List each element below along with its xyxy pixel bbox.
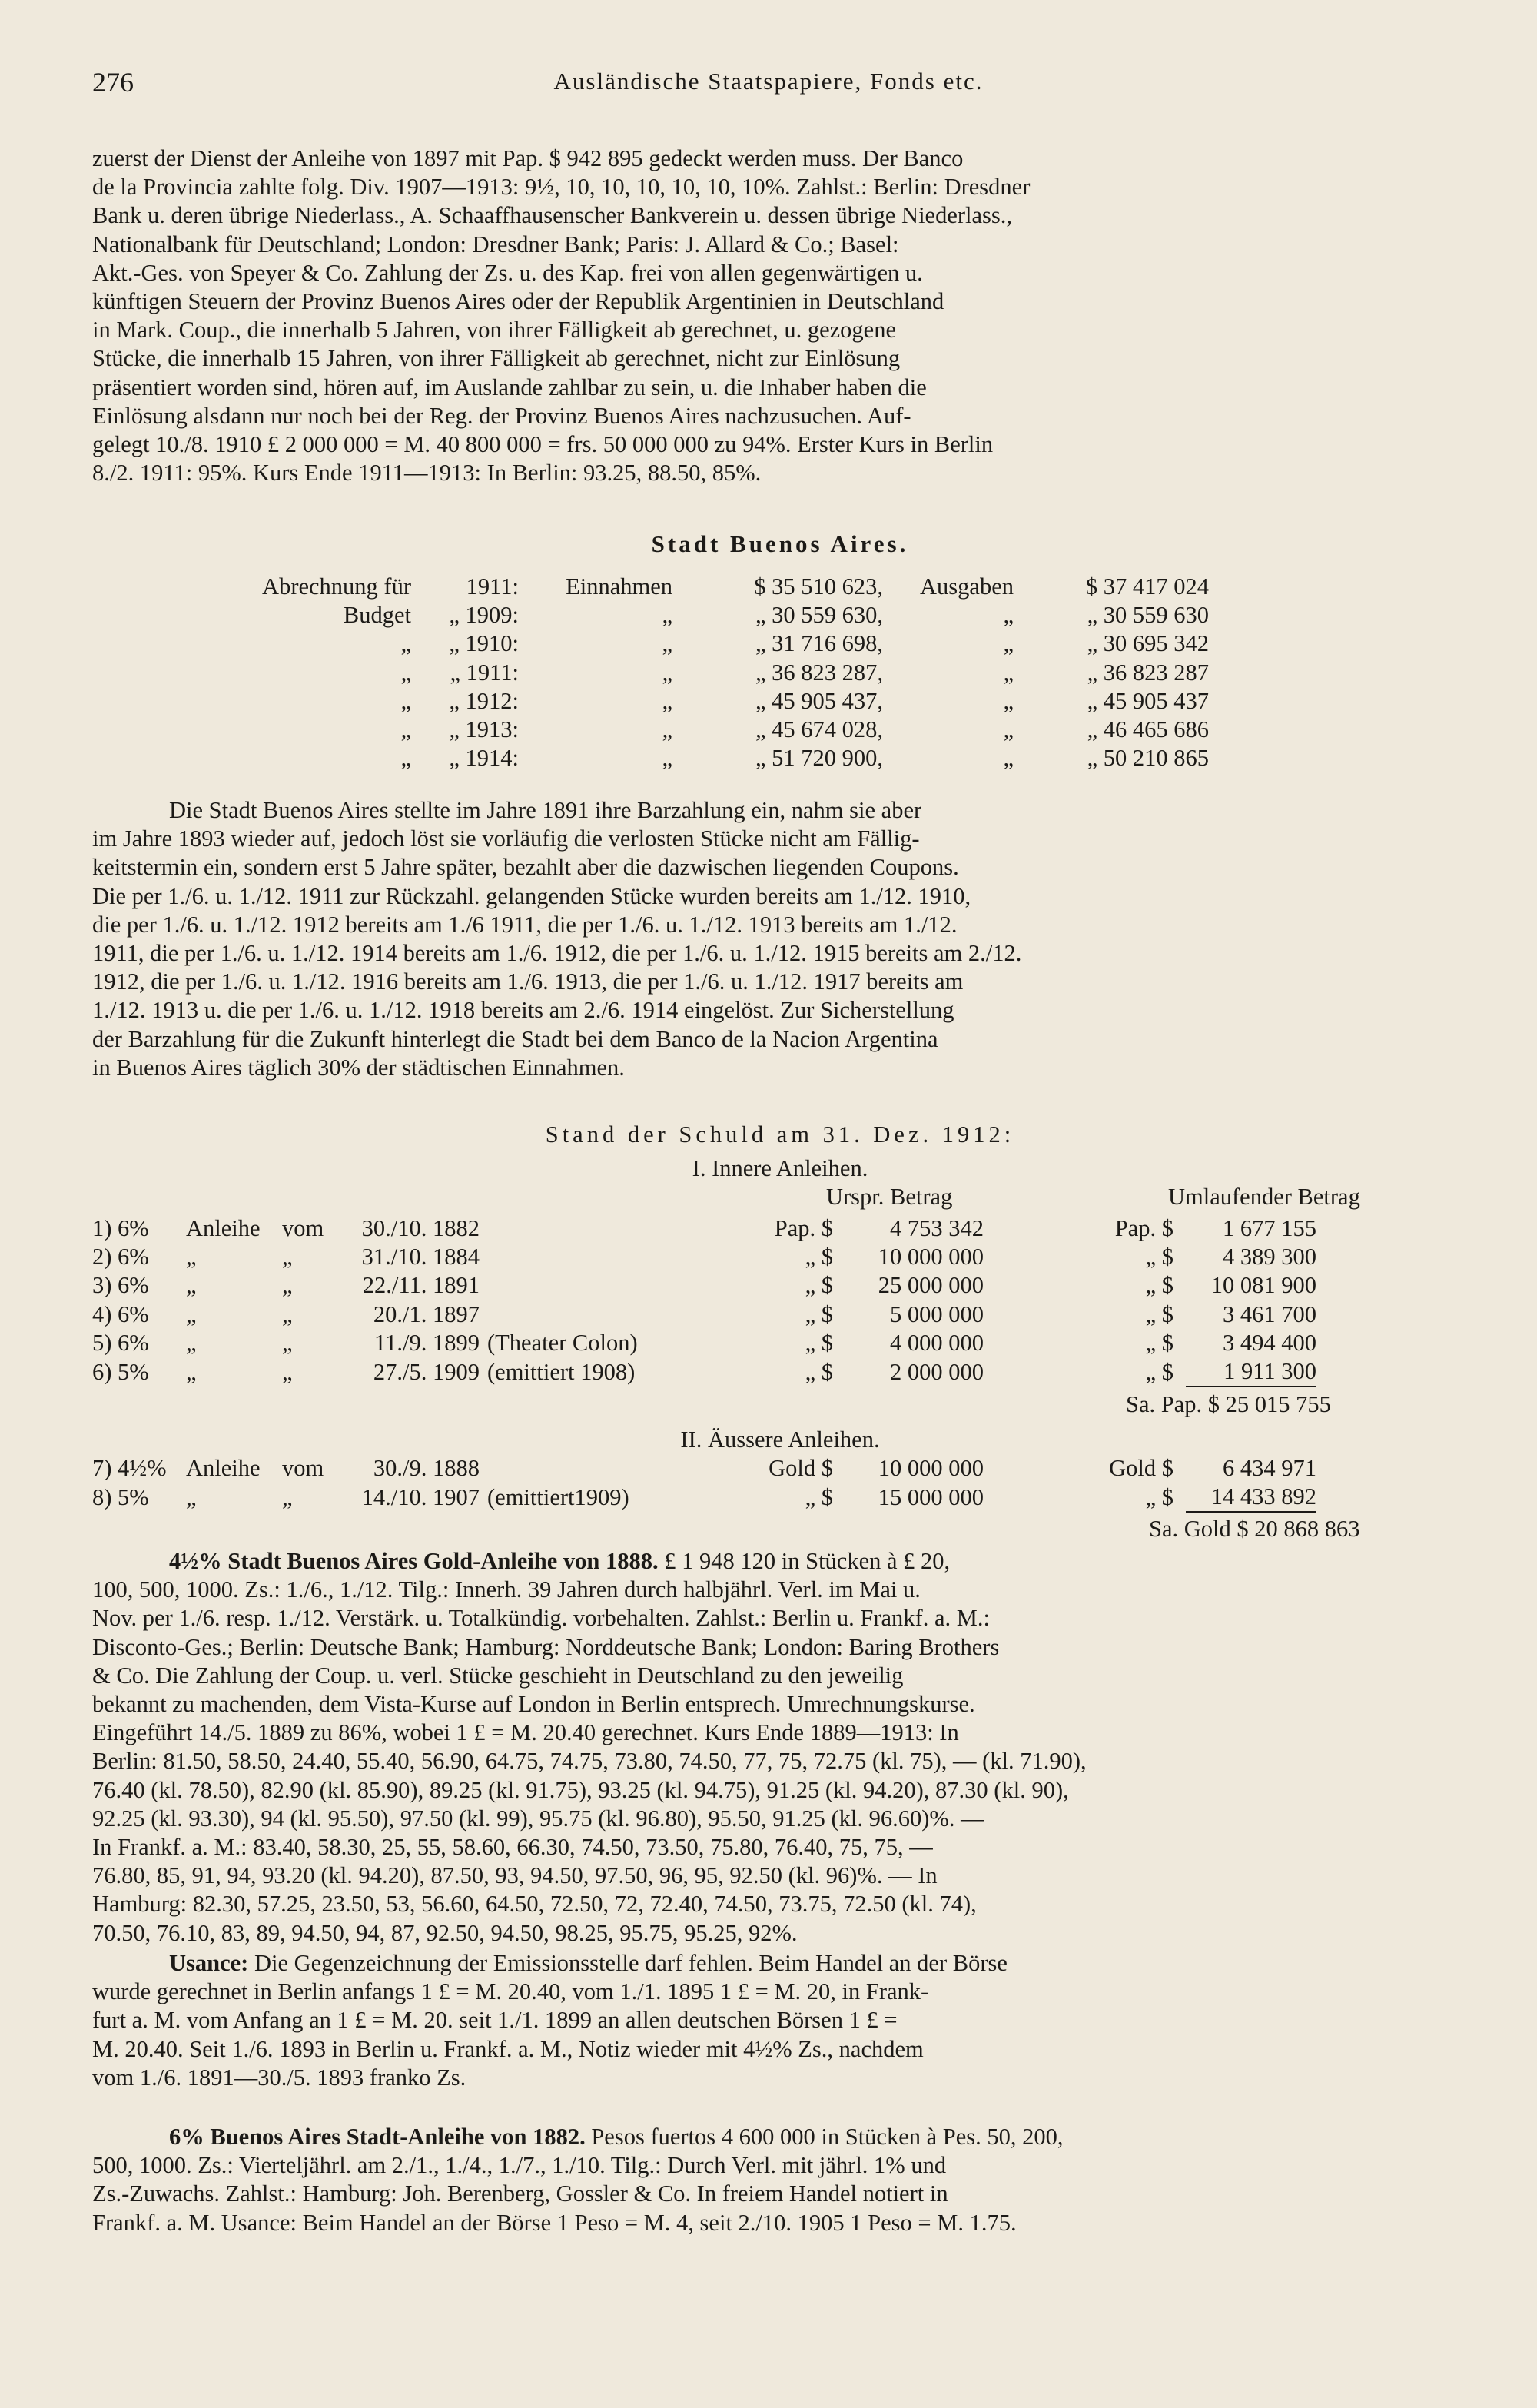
table-row xyxy=(92,1357,1316,1387)
table-cell: 31./10. 1884 xyxy=(361,1244,480,1270)
table-cell: „ xyxy=(1003,602,1014,629)
table-cell: $ 37 417 024 xyxy=(1085,573,1209,600)
barzahlung-paragraph xyxy=(92,796,1468,1082)
text-line: in Mark. Coup., die innerhalb 5 Jahren, von ihrer Fälligkeit ab gerechnet, u. gezogene xyxy=(92,317,896,344)
table-cell: „ 46 465 686 xyxy=(1087,716,1209,743)
text-line: Bank u. deren übrige Niederlass., A. Schaaffhausenscher Bankverein u. dessen übrige Niederlass., xyxy=(92,202,1013,229)
table-cell: „ xyxy=(662,687,672,714)
table-row xyxy=(227,629,1209,658)
gold-anleihe-paragraph xyxy=(92,1547,1468,1948)
innere-sum: Sa. Pap. $ 25 015 755 xyxy=(1126,1391,1331,1417)
table-cell: „ 31 716 698, xyxy=(755,630,883,657)
table-cell: 7) 4½% xyxy=(92,1455,167,1481)
col-head-urspr: Urspr. Betrag xyxy=(826,1184,953,1210)
table-row xyxy=(227,687,1209,716)
page-header xyxy=(92,66,1445,105)
table-cell: 5) 6% xyxy=(92,1329,149,1356)
table-cell: 25 000 000 xyxy=(878,1272,984,1299)
table-cell: „ xyxy=(662,602,672,629)
table-cell: „ $ xyxy=(1145,1300,1173,1327)
text-line: 76.40 (kl. 78.50), 82.90 (kl. 85.90), 89.25 (kl. 91.75), 93.25 (kl. 94.75), 91.25 (kl. 94.20), 87.30 (kl. 90), xyxy=(92,1776,1069,1803)
text-line: 76.80, 85, 91, 94, 93.20 (kl. 94.20), 87.50, 93, 94.50, 97.50, 96, 95, 92.50 (kl. 96)%. — In xyxy=(92,1862,938,1889)
text-line: vom 1./6. 1891—30./5. 1893 franko Zs. xyxy=(92,2064,466,2091)
text-line: 6% Buenos Aires Stadt-Anleihe von 1882. Pesos fuertos 4 600 000 in Stücken à Pes. 50, 200, xyxy=(169,2124,1064,2150)
table-cell: Ausgaben xyxy=(920,573,1014,600)
text-line: 1912, die per 1./6. u. 1./12. 1916 bereits am 1./6. 1913, die per 1./6. u. 1./12. 1917 bereits am xyxy=(92,968,964,995)
text-line: wurde gerechnet in Berlin anfangs 1 £ = M. 20.40, vom 1./1. 1895 1 £ = M. 20, in Frank- xyxy=(92,1978,929,2005)
table-cell: „ 1910: xyxy=(449,630,519,657)
text-line: in Buenos Aires täglich 30% der städtischen Einnahmen. xyxy=(92,1054,625,1081)
table-cell: „ xyxy=(186,1272,197,1299)
text-line: zuerst der Dienst der Anleihe von 1897 mit Pap. $ 942 895 gedeckt werden muss. Der Banco xyxy=(92,145,964,171)
text-line: Nationalbank für Deutschland; London: Dresdner Bank; Paris: J. Allard & Co.; Basel: xyxy=(92,231,899,257)
table-cell: „ $ xyxy=(805,1358,833,1385)
table-cell: „ 45 905 437 xyxy=(1087,687,1209,714)
table-cell: „ $ xyxy=(805,1329,833,1356)
table-cell xyxy=(487,1454,741,1483)
table-row xyxy=(227,659,1209,687)
table-cell: „ xyxy=(186,1244,197,1270)
table-cell: Pap. $ xyxy=(1114,1215,1173,1241)
table-cell: „ 36 823 287 xyxy=(1087,659,1209,686)
table-row xyxy=(92,1271,1316,1300)
table-cell: 5 000 000 xyxy=(890,1300,984,1327)
table-cell: „ xyxy=(186,1329,197,1356)
text-line: & Co. Die Zahlung der Coup. u. verl. Stücke geschieht in Deutschland zu den jeweilig xyxy=(92,1662,904,1689)
text-line: Einlösung alsdann nur noch bei der Reg. der Provinz Buenos Aires nachzusuchen. Auf- xyxy=(92,402,911,429)
table-cell: „ $ xyxy=(1145,1483,1173,1510)
stadt-anleihe-1882-title: 6% Buenos Aires Stadt-Anleihe von 1882. xyxy=(169,2124,586,2150)
table-cell: „ xyxy=(186,1358,197,1385)
text-line: 8./2. 1911: 95%. Kurs Ende 1911—1913: In Berlin: 93.25, 88.50, 85%. xyxy=(92,460,762,487)
text-line: 92.25 (kl. 93.30), 94 (kl. 95.50), 97.50 (kl. 99), 95.75 (kl. 96.80), 95.50, 91.25 (kl. 96.60)%. — xyxy=(92,1805,984,1832)
table-cell xyxy=(487,1271,741,1300)
table-cell: 6) 5% xyxy=(92,1358,149,1385)
table-cell: „ 1913: xyxy=(449,716,519,743)
page-number: 276 xyxy=(92,67,134,98)
table-cell: „ xyxy=(400,687,411,714)
stadt-anleihe-1882-paragraph xyxy=(92,2123,1468,2237)
text-line: de la Provincia zahlte folg. Div. 1907—1913: 9½, 10, 10, 10, 10, 10, 10%. Zahlst.: Berlin: Dresdner xyxy=(92,174,1031,201)
table-cell: „ xyxy=(400,630,411,657)
table-cell: 30./10. 1882 xyxy=(361,1215,480,1241)
table-cell: 1 911 300 xyxy=(1186,1357,1316,1387)
table-cell: Gold $ xyxy=(768,1455,833,1481)
text-line: 1./12. 1913 u. die per 1./6. u. 1./12. 1918 bereits am 2./6. 1914 eingelöst. Zur Sicherstellung xyxy=(92,997,954,1024)
text-line: im Jahre 1893 wieder auf, jedoch löst sie vorläufig die verlosten Stücke nicht am Fällig- xyxy=(92,825,920,852)
table-row xyxy=(227,573,1209,601)
gold-anleihe-title: 4½% Stadt Buenos Aires Gold-Anleihe von 1888. xyxy=(169,1548,659,1574)
table-cell: „ $ xyxy=(1145,1244,1173,1270)
text-line: Disconto-Ges.; Berlin: Deutsche Bank; Hamburg: Norddeutsche Bank; London: Baring Brothers xyxy=(92,1633,1000,1660)
table-cell: „ xyxy=(1003,687,1014,714)
text-line: 500, 1000. Zs.: Vierteljährl. am 2./1., 1./4., 1./7., 1./10. Tilg.: Durch Verl. mit jährl. 1% und xyxy=(92,2152,947,2179)
text-line: präsentiert worden sind, hören auf, im Auslande zahlbar zu sein, u. die Inhaber haben die xyxy=(92,374,927,400)
aeussere-heading: II. Äussere Anleihen. xyxy=(680,1427,880,1453)
aeussere-table xyxy=(92,1454,1316,1513)
table-cell: „ 30 695 342 xyxy=(1087,630,1209,657)
table-cell: 30./9. 1888 xyxy=(373,1455,480,1481)
table-cell: „ xyxy=(186,1483,197,1510)
text-line: Hamburg: 82.30, 57.25, 23.50, 53, 56.60, 64.50, 72.50, 72, 72.40, 74.50, 73.75, 72.50 (kl. 74), xyxy=(92,1891,977,1918)
table-cell: 1 677 155 xyxy=(1223,1215,1316,1241)
table-cell: Budget xyxy=(343,602,411,629)
table-cell: „ 50 210 865 xyxy=(1087,745,1209,772)
intro-paragraph xyxy=(92,144,1468,487)
table-cell: „ xyxy=(282,1300,293,1327)
text-line: künftigen Steuern der Provinz Buenos Aires oder der Republik Argentinien in Deutschland xyxy=(92,288,944,315)
table-cell: (emittiert1909) xyxy=(487,1483,629,1510)
table-cell: Abrechnung für xyxy=(262,573,411,600)
table-cell: „ xyxy=(662,745,672,772)
section-heading-stadt: Stadt Buenos Aires. xyxy=(651,530,909,557)
table-cell: 22./11. 1891 xyxy=(362,1272,480,1299)
text-line: keitstermin ein, sondern erst 5 Jahre später, bezahlt aber die dazwischen liegenden Coupons. xyxy=(92,854,959,881)
text-line: M. 20.40. Seit 1./6. 1893 in Berlin u. Frankf. a. M., Notiz wieder mit 4½% Zs., nachdem xyxy=(92,2035,924,2062)
text-line: 4½% Stadt Buenos Aires Gold-Anleihe von 1888. £ 1 948 120 in Stücken à £ 20, xyxy=(169,1548,951,1574)
table-cell: „ xyxy=(282,1244,293,1270)
table-cell: 2 000 000 xyxy=(890,1358,984,1385)
usance-paragraph xyxy=(92,1949,1468,2092)
table-cell: 10 000 000 xyxy=(878,1244,984,1270)
col-head-umlauf: Umlaufender Betrag xyxy=(1168,1184,1360,1210)
text-line: Die Stadt Buenos Aires stellte im Jahre 1891 ihre Barzahlung ein, nahm sie aber xyxy=(169,797,922,823)
table-cell: „ xyxy=(662,630,672,657)
table-cell: „ 1909: xyxy=(449,602,519,629)
table-cell: $ 35 510 623, xyxy=(754,573,883,600)
table-cell: 2) 6% xyxy=(92,1244,149,1270)
usance-label: Usance: xyxy=(169,1950,249,1976)
table-cell xyxy=(487,1243,741,1271)
table-cell: „ $ xyxy=(1145,1272,1173,1299)
table-cell: 8) 5% xyxy=(92,1483,149,1510)
table-cell: „ xyxy=(662,716,672,743)
text-line: Die per 1./6. u. 1./12. 1911 zur Rückzahl. gelangenden Stücke wurden bereits am 1./12. 1910, xyxy=(92,882,971,909)
table-cell: 1) 6% xyxy=(92,1215,149,1241)
table-cell: 14./10. 1907 xyxy=(361,1483,480,1510)
table-cell: Anleihe xyxy=(186,1455,261,1481)
table-cell: „ xyxy=(662,659,672,686)
text-line: In Frankf. a. M.: 83.40, 58.30, 25, 55, 58.60, 66.30, 74.50, 73.50, 75.80, 76.40, 75, 75, — xyxy=(92,1834,933,1861)
table-cell: „ xyxy=(186,1300,197,1327)
table-cell xyxy=(487,1214,741,1243)
table-row xyxy=(227,716,1209,744)
table-cell: 4 753 342 xyxy=(890,1215,984,1241)
table-cell: „ xyxy=(282,1272,293,1299)
table-cell: „ xyxy=(1003,745,1014,772)
aeussere-sum: Sa. Gold $ 20 868 863 xyxy=(1149,1516,1360,1542)
table-cell: „ $ xyxy=(805,1272,833,1299)
text-line: 100, 500, 1000. Zs.: 1./6., 1./12. Tilg.: Innerh. 39 Jahren durch halbjährl. Verl. im Mai u. xyxy=(92,1576,921,1603)
text-line: furt a. M. vom Anfang an 1 £ = M. 20. seit 1./1. 1899 an allen deutschen Börsen 1 £ = xyxy=(92,2007,898,2034)
text-line: 1911, die per 1./6. u. 1./12. 1914 bereits am 1./6. 1912, die per 1./6. u. 1./12. 1915 bereits am 2./12. xyxy=(92,940,1022,967)
table-cell: Gold $ xyxy=(1109,1455,1173,1481)
table-cell: 4 000 000 xyxy=(890,1329,984,1356)
innere-table xyxy=(92,1214,1316,1387)
table-cell: „ $ xyxy=(1145,1358,1173,1385)
text-line: Stücke, die innerhalb 15 Jahren, von ihrer Fälligkeit ab gerechnet, nicht zur Einlösung xyxy=(92,345,901,372)
table-cell: Einnahmen xyxy=(566,573,672,600)
table-cell: „ xyxy=(1003,659,1014,686)
text-line: Akt.-Ges. von Speyer & Co. Zahlung der Zs. u. des Kap. frei von allen gegenwärtigen u. xyxy=(92,259,923,286)
table-cell: (emittiert 1908) xyxy=(487,1358,636,1385)
text-line: der Barzahlung für die Zukunft hinterlegt die Stadt bei dem Banco de la Nacion Argentina xyxy=(92,1025,938,1052)
table-cell: 3 494 400 xyxy=(1223,1329,1316,1356)
table-cell: „ 45 905 437, xyxy=(755,687,883,714)
table-cell: vom xyxy=(282,1455,324,1481)
table-cell: vom xyxy=(282,1215,324,1241)
budget-table xyxy=(227,573,1209,772)
text-line: Zs.-Zuwachs. Zahlst.: Hamburg: Joh. Berenberg, Gossler & Co. In freiem Handel notiert in xyxy=(92,2180,948,2207)
table-cell: „ xyxy=(1003,630,1014,657)
table-cell: „ $ xyxy=(805,1483,833,1510)
table-cell: 3 461 700 xyxy=(1223,1300,1316,1327)
table-cell: 11./9. 1899 xyxy=(374,1329,480,1356)
table-row xyxy=(92,1329,1316,1357)
table-cell: „ $ xyxy=(1145,1329,1173,1356)
table-cell: 10 000 000 xyxy=(878,1455,984,1481)
table-cell: 4) 6% xyxy=(92,1300,149,1327)
table-cell: „ $ xyxy=(805,1300,833,1327)
schuld-heading: Stand der Schuld am 31. Dez. 1912: xyxy=(545,1121,1015,1148)
text-line: bekannt zu machenden, dem Vista-Kurse auf London in Berlin entsprech. Umrechnungskurse. xyxy=(92,1691,975,1718)
text-line: Nov. per 1./6. resp. 1./12. Verstärk. u. Totalkündig. vorbehalten. Zahlst.: Berlin u. Frankf. a. M.: xyxy=(92,1605,990,1632)
table-row xyxy=(92,1214,1316,1243)
text-line: Berlin: 81.50, 58.50, 24.40, 55.40, 56.90, 64.75, 74.75, 73.80, 74.50, 77, 75, 72.75 (kl. 75), — (kl. 71.90), xyxy=(92,1748,1087,1775)
table-cell: (Theater Colon) xyxy=(487,1329,638,1356)
table-cell: 15 000 000 xyxy=(878,1483,984,1510)
table-row xyxy=(92,1243,1316,1271)
table-cell: 1911: xyxy=(466,573,519,600)
table-row xyxy=(92,1483,1316,1512)
table-cell: Pap. $ xyxy=(774,1215,833,1241)
table-cell: „ xyxy=(400,745,411,772)
table-cell: 14 433 892 xyxy=(1186,1483,1316,1512)
table-cell: „ 51 720 900, xyxy=(755,745,883,772)
text-line: 70.50, 76.10, 83, 89, 94.50, 94, 87, 92.50, 94.50, 98.25, 95.75, 95.25, 92%. xyxy=(92,1919,798,1946)
table-cell xyxy=(487,1300,741,1329)
table-cell: „ $ xyxy=(805,1244,833,1270)
table-cell: „ 36 823 287, xyxy=(755,659,883,686)
table-cell: „ 30 559 630, xyxy=(755,602,883,629)
table-row xyxy=(227,744,1209,772)
text-line: Frankf. a. M. Usance: Beim Handel an der Börse 1 Peso = M. 4, seit 2./10. 1905 1 Peso = M. 1.75. xyxy=(92,2209,1017,2236)
table-cell: „ 1914: xyxy=(449,745,519,772)
table-cell: 4 389 300 xyxy=(1223,1244,1316,1270)
table-cell: „ xyxy=(282,1483,293,1510)
running-title: Ausländische Staatspapiere, Fonds etc. xyxy=(553,68,984,95)
table-cell: „ 30 559 630 xyxy=(1087,602,1209,629)
table-cell: „ xyxy=(282,1329,293,1356)
table-cell: „ 1911: xyxy=(450,659,519,686)
text-line: gelegt 10./8. 1910 £ 2 000 000 = M. 40 800 000 = frs. 50 000 000 zu 94%. Erster Kurs in Berlin xyxy=(92,431,994,458)
text-line: Eingeführt 14./5. 1889 zu 86%, wobei 1 £ = M. 20.40 gerechnet. Kurs Ende 1889—1913: In xyxy=(92,1719,959,1746)
table-cell: „ xyxy=(1003,716,1014,743)
table-cell: „ xyxy=(282,1358,293,1385)
table-cell: „ 1912: xyxy=(449,687,519,714)
table-cell: 20./1. 1897 xyxy=(373,1300,480,1327)
innere-heading: I. Innere Anleihen. xyxy=(692,1155,868,1181)
table-cell: 3) 6% xyxy=(92,1272,149,1299)
table-cell: 10 081 900 xyxy=(1210,1272,1316,1299)
table-cell: Anleihe xyxy=(186,1215,261,1241)
table-row xyxy=(92,1454,1316,1483)
table-cell: 6 434 971 xyxy=(1223,1455,1316,1481)
table-cell: „ 45 674 028, xyxy=(755,716,883,743)
text-line: Usance: Die Gegenzeichnung der Emissionsstelle darf fehlen. Beim Handel an der Börse xyxy=(169,1950,1008,1976)
table-row xyxy=(92,1300,1316,1329)
table-row xyxy=(227,601,1209,629)
table-cell: „ xyxy=(400,659,411,686)
text-line: die per 1./6. u. 1./12. 1912 bereits am 1./6 1911, die per 1./6. u. 1./12. 1913 bereits am 1./12. xyxy=(92,911,958,938)
table-cell: 27./5. 1909 xyxy=(373,1358,480,1385)
table-cell: „ xyxy=(400,716,411,743)
